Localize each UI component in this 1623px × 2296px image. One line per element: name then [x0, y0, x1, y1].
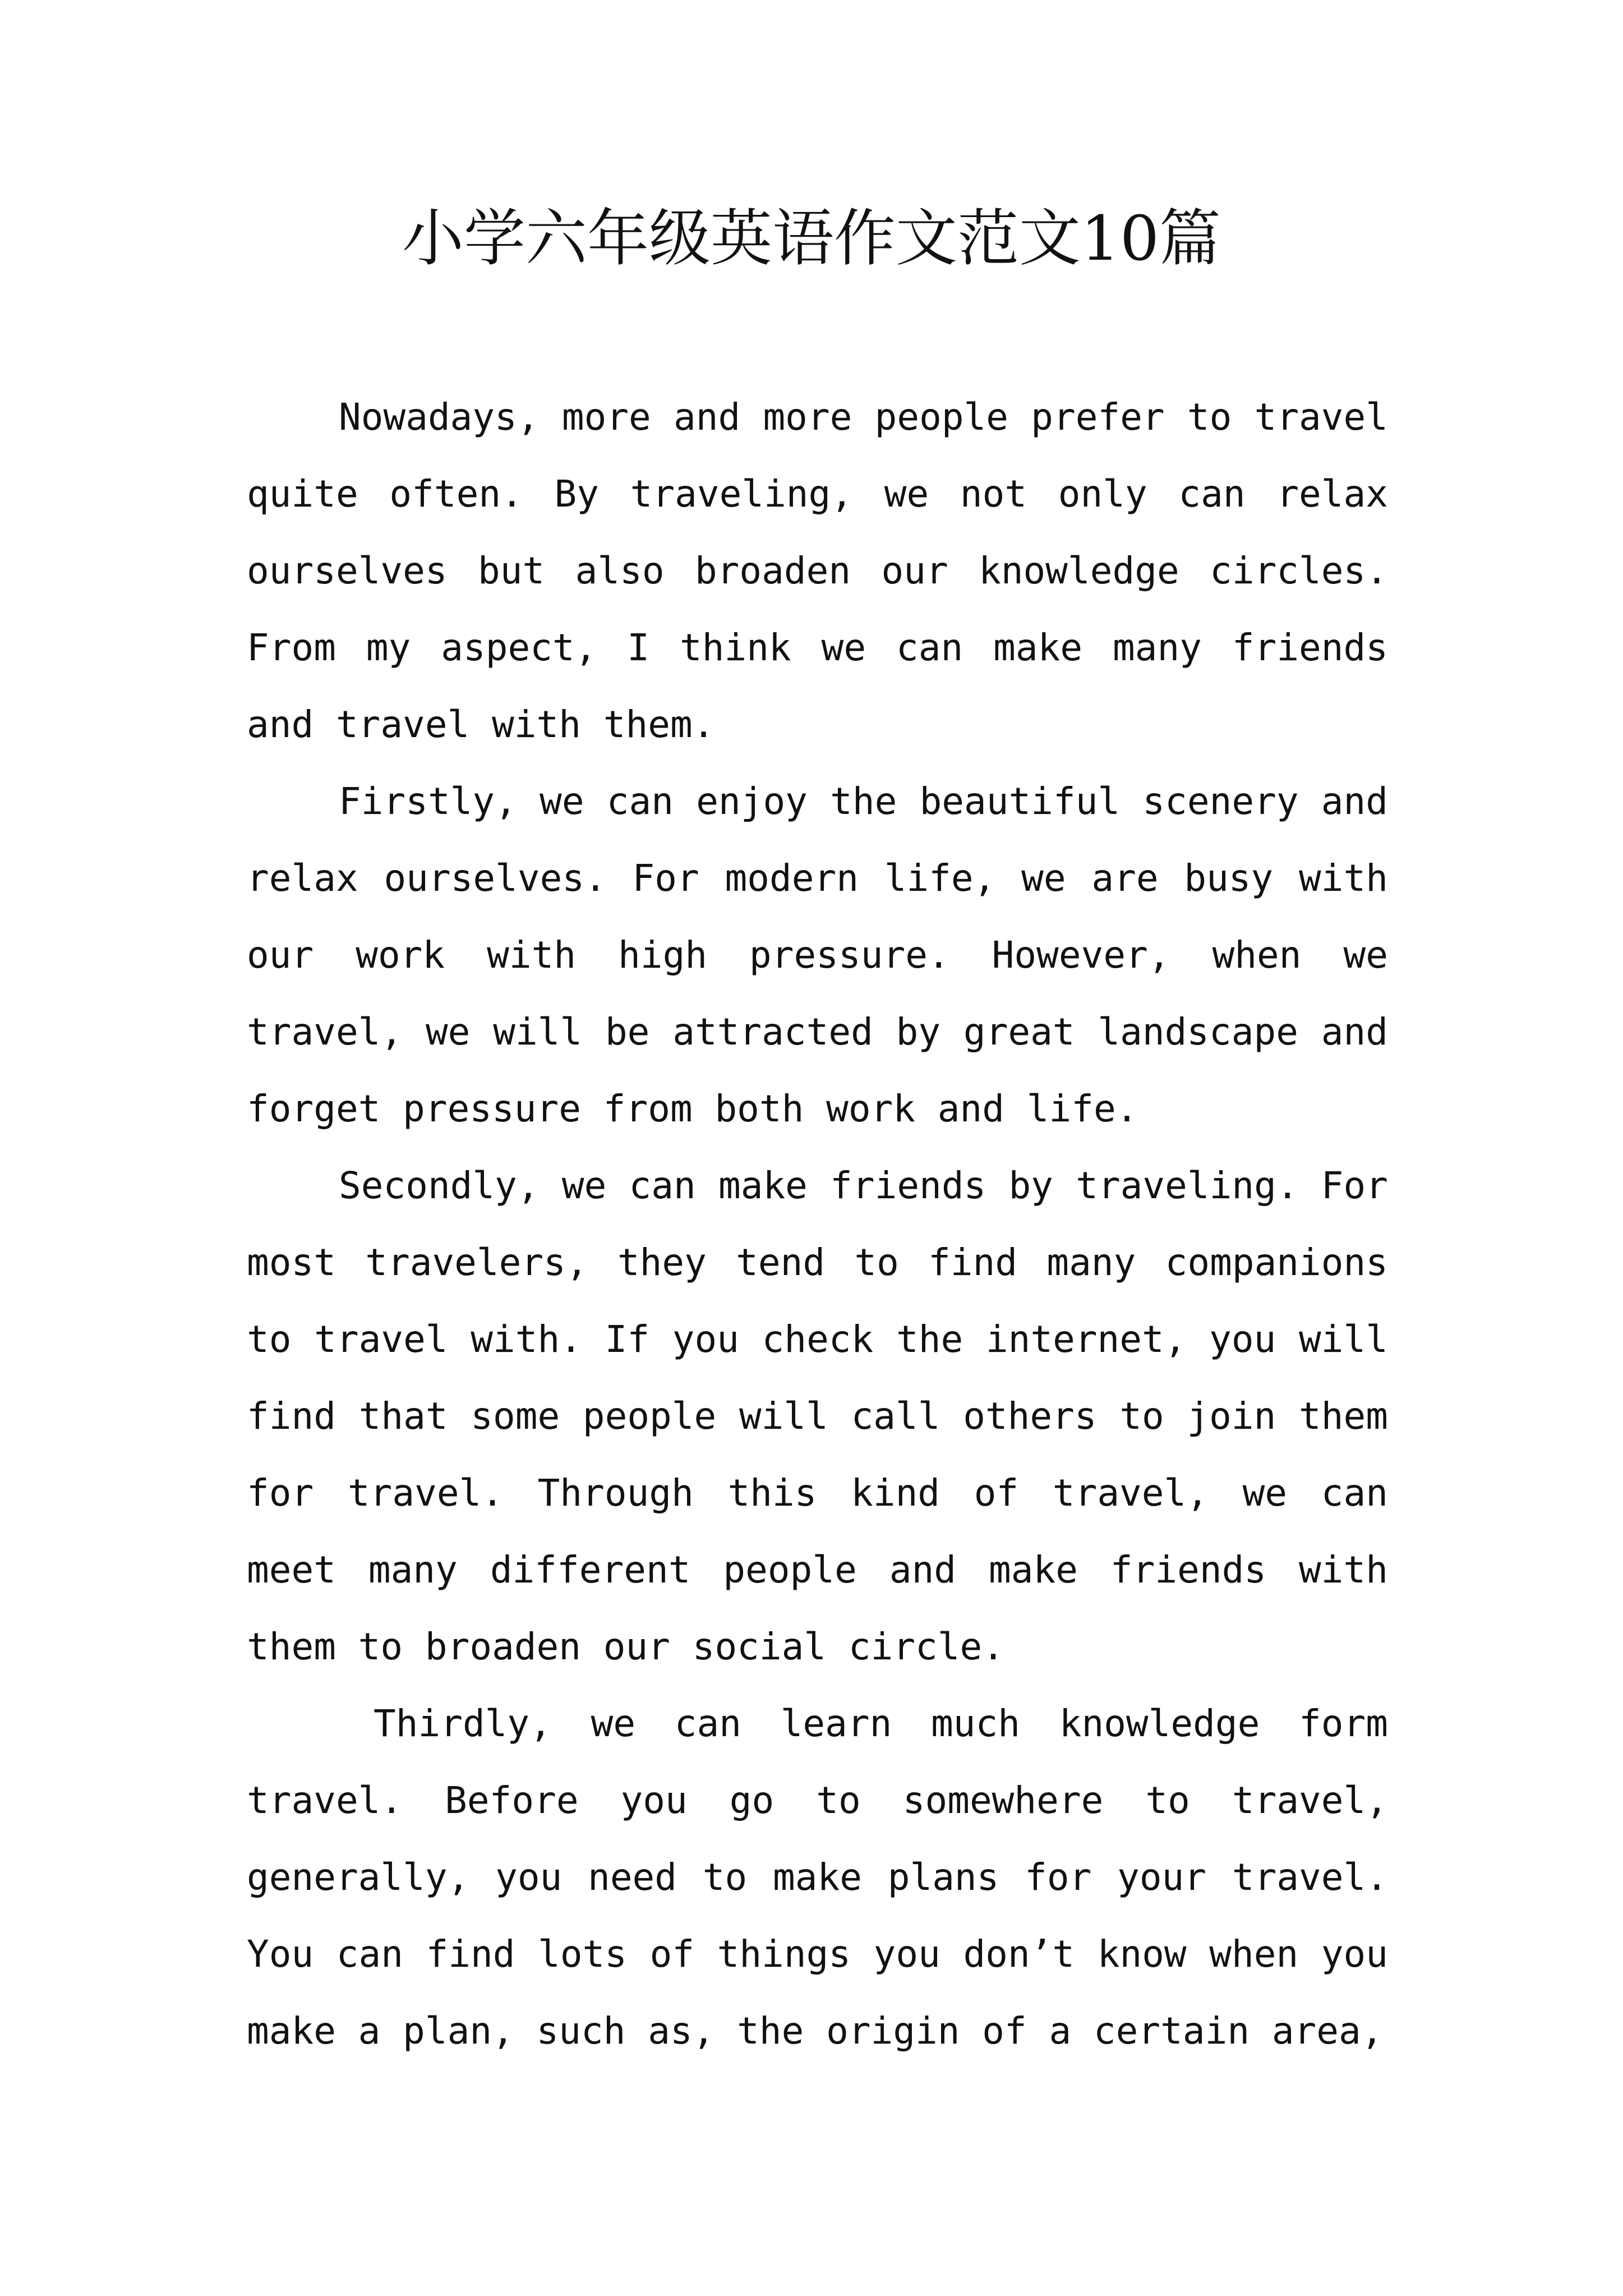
document-body — [247, 379, 1388, 2069]
paragraph-firstly: Firstly, we can enjoy the beautiful scenery and relax ourselves. For modern life, we are busy with our work with high pressure. However, when we travel, we will be attracted by great landscape and forget pressure from both work and life. — [247, 780, 1388, 1130]
paragraph-intro: Nowadays, more and more people prefer to travel quite often. By traveling, we not only can relax ourselves but also broaden our knowledge circles. From my aspect, I think we can make many friends and travel with them. — [247, 395, 1388, 746]
document-title: 小学六年级英语作文范文10篇 — [402, 203, 1221, 274]
paragraph-secondly: Secondly, we can make friends by traveling. For most travelers, they tend to find many companions to travel with. If you check the internet, you will find that some people will call others to join them for travel. Through this kind of travel, we can meet many different people and make friends with them to broaden our social circle. — [247, 1164, 1388, 1668]
paragraph-thirdly: Thirdly, we can learn much knowledge form travel. Before you go to somewhere to travel, generally, you need to make plans for your travel. You can find lots of things you don’t know when you make a plan, such as, the origin of a certain area, — [247, 1702, 1388, 2053]
